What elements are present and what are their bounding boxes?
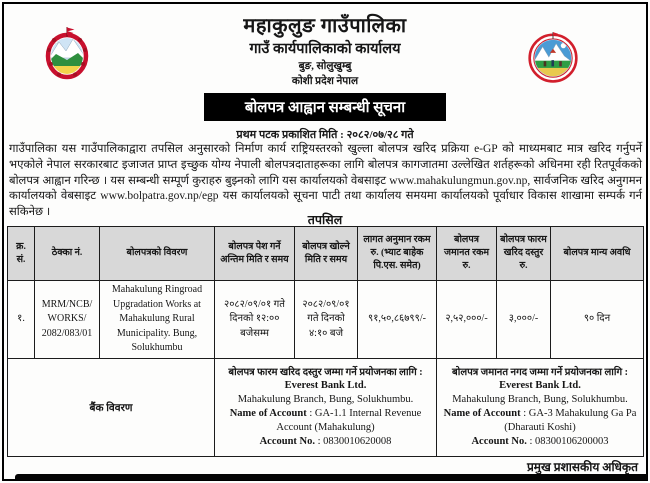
cell-contract-no: MRM/NCB/ WORKS/ 2082/083/01 [35,281,100,359]
table-header-row [8,227,644,281]
table-caption: तपसिल [307,213,343,227]
bank-cell-form-fee [215,359,437,457]
colon-separator: : [306,408,315,420]
bank-cell-bid-security [437,359,644,457]
municipality-seal-logo [527,28,579,84]
col-header-description: बोलपत्रको विवरण [100,227,215,281]
colon-separator: : [315,436,324,448]
col-header-form-fee: बोलपत्र फारम खरिद दस्तुर रु. [497,227,551,281]
fee-account-name-line [218,407,433,435]
cell-form-fee: ३,०००/- [497,281,551,359]
account-no-label: Account No. [471,436,527,448]
cell-opening-datetime: २०८२/०९/०१ गते दिनको ४:१० बजे [295,281,358,359]
security-account-name-line [440,407,640,435]
security-account-purpose: बोलपत्र जमानत नगद जम्मा गर्ने प्रयोजनका लागि : [452,366,628,378]
col-header-validity: बोलपत्र मान्य अवधि [551,227,644,281]
tender-details-table [7,226,644,457]
col-header-cost-estimate: लागत अनुमान रकम रु. (भ्याट बाहेक पि.एस. समेत) [358,227,437,281]
notice-body-paragraph: गाउँपालिका यस गाउँपालिकाद्वारा तपसिल अनुसारको निर्माण कार्य राष्ट्रियस्तरको खुल्ला बोलपत्र खरिद प्रक्रिया e-GP को माध्यमबाट मात्र खरिद गर्नुपर्ने भएकोले नेपाल सरकारबाट इजाजत प्राप्त इच्छुक योग्य नेपाली बोलपत्रदाताहरूका लागि बोलपत्र कागजातमा उल्लेखित शर्तहरूको अधिनमा रही रितपूर्वकको बोलपत्र आह्वान गरिन्छ । यस सम्बन्धी सम्पूर्ण कुराहरु बुझ्नको लागि यस कार्यालयको वेबसाइट www.mahakulungmun.gov.np, सार्वजनिक खरिद अनुगमन कार्यालयको वेबसाइट www.bolpatra.gov.np/egp यस कार्यालयको सूचना पाटी तथा कार्यालय समयमा कार्यालयको पूर्वाधार विकास शाखामा सम्पर्क गर्न सकिनेछ । [9,143,642,218]
col-header-opening-datetime: बोलपत्र खोल्ने मिति र समय [295,227,358,281]
office-address: बुङ, सोलुखुम्बु [298,61,352,72]
account-no-label: Account No. [259,436,315,448]
fee-account-purpose: बोलपत्र फारम खरिद दस्तुर जम्मा गर्ने प्रयोजनका लागि : [228,366,423,378]
fee-account-branch: Mahakulung Branch, Bung, Solukhumbu. [237,394,414,406]
account-name-label: Name of Account [229,408,307,420]
fee-account-name: GA-1.1 Internal Revenue Account (Mahakulung) [276,408,422,434]
cell-sn: १. [8,281,35,359]
fee-account-number: 0830010620008 [323,436,392,448]
bank-details-label: बैंक विवरण [8,359,215,457]
col-header-contract-no: ठेक्का नं. [35,227,100,281]
scan-edge-band [15,474,647,480]
nepal-emblem-logo [44,24,90,80]
office-name: गाउँ कार्यपालिकाको कार्यालय [249,41,401,57]
fee-account-bank: Everest Bank Ltd. [284,380,367,392]
publication-date-line: प्रथम पटक प्रकाशित मिति : २०८२/०७/२८ गते [236,129,414,141]
signature-title: प्रमुख प्रशासकीय अधिकृत [526,460,638,474]
col-header-bid-security: बोलपत्र जमानत रकम रु. [437,227,497,281]
cell-bid-security: २,५२,०००/- [437,281,497,359]
security-account-bank: Everest Bank Ltd. [499,380,581,392]
cell-description: Mahakulung Ringroad Upgradation Works at Mahakulung Rural Municipality. Bung, Solukhumbu [100,281,215,359]
bank-details-row [8,359,644,457]
colon-separator: : [526,436,536,448]
security-account-number: 08300106200003 [535,436,609,448]
col-header-submission-deadline: बोलपत्र पेश गर्ने अन्तिम मिति र समय [215,227,295,281]
security-account-branch: Mahakulung Branch, Bung, Solukhumbu. [452,394,628,406]
cell-cost-estimate: ९१,५०,८६७९९/- [358,281,437,359]
cell-validity: ९० दिन [551,281,644,359]
security-account-name: GA-3 Mahakulung Ga Pa (Dharauti Koshi) [504,408,637,434]
province-line: कोशी प्रदेश नेपाल [291,76,359,87]
notice-title-banner: बोलपत्र आह्वान सम्बन्धी सूचना [204,93,446,121]
fee-account-no-line [218,435,433,449]
security-account-no-line [440,435,640,449]
col-header-sn: क्र. सं. [8,227,35,281]
tender-data-row [8,281,644,359]
cell-submission-deadline: २०८२/०९/०१ गते दिनको १२:०० बजेसम्म [215,281,295,359]
colon-separator: : [520,408,529,420]
account-name-label: Name of Account [443,408,521,420]
municipality-name: महाकुलुङ गाउँपालिका [243,15,407,37]
